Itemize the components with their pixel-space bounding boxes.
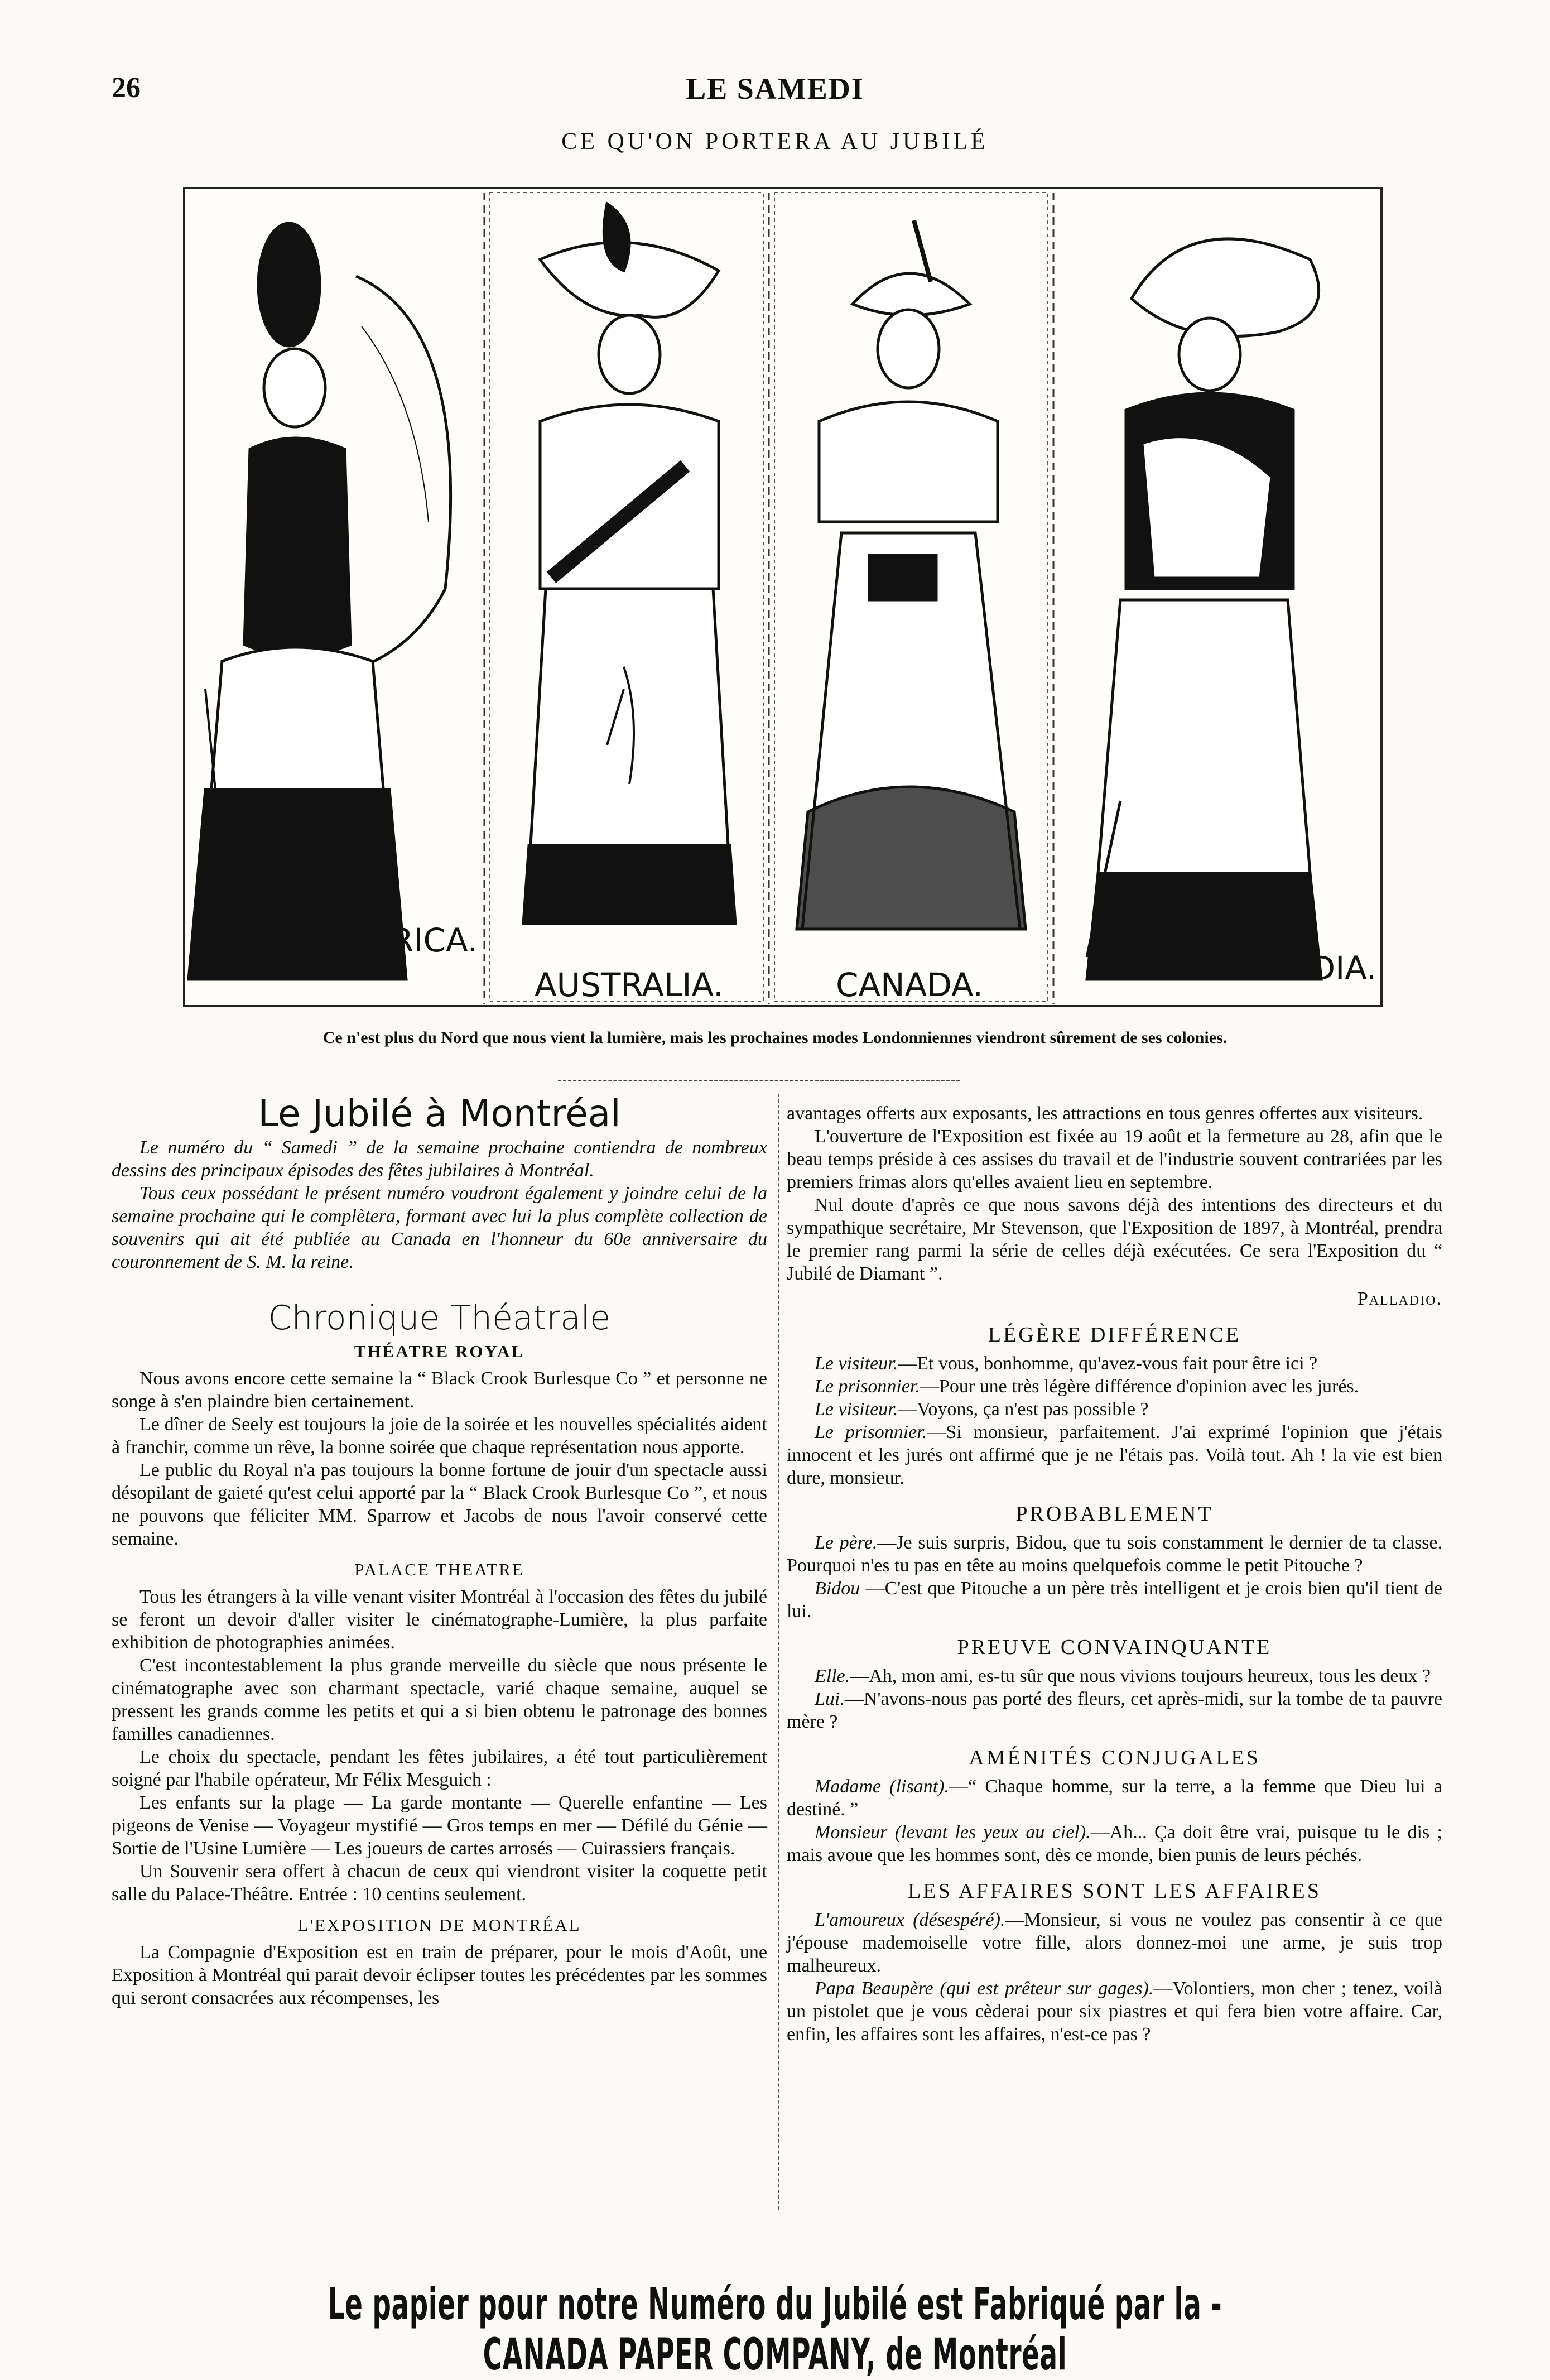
jubile-heading: Le Jubilé à Montréal bbox=[258, 1092, 621, 1135]
palace-paragraph: Tous les étrangers à la ville venant visiter Montréal à l'occasion des fêtes du jubilé se feront un devoir d'aller visiter le cinématographe-Lumière, la plus parfaite exhibition de photographies animées. bbox=[112, 1586, 767, 1653]
left-column bbox=[112, 1092, 767, 2009]
dialog-line: —N'avons-nous pas porté des fleurs, cet après-midi, sur la tombe de ta pauvre mère ? bbox=[787, 1689, 1442, 1732]
right-column bbox=[787, 1102, 1442, 2046]
dialog-line: —C'est que Pitouche a un père très intelligent et je crois bien qu'il tient de lui. bbox=[787, 1578, 1442, 1622]
exposition-continued: avantages offerts aux exposants, les attractions en tous genres offertes aux visiteurs. bbox=[787, 1103, 1423, 1124]
dialog-line: —Voyons, ça n'est pas possible ? bbox=[898, 1399, 1149, 1420]
royal-paragraph: Le dîner de Seely est toujours la joie de la soirée et les nouvelles spécialités aident à franchir, comme un rêve, la bonne soirée que chaque représentation nous apporte. bbox=[112, 1414, 767, 1458]
panel-label-australia: AUSTRALIA. bbox=[535, 966, 724, 1004]
preuve-heading: PREUVE CONVAINQUANTE bbox=[957, 1636, 1272, 1659]
dialog-line: —Je suis surpris, Bidou, que tu sois constamment le dernier de ta classe. Pourquoi n'es tu pas en tête au moins quelquefois comme le petit Pitouche ? bbox=[787, 1532, 1442, 1576]
royal-paragraph: Nous avons encore cette semaine la “ Black Crook Burlesque Co ” et personne ne songe à s'en plaindre bien certainement. bbox=[112, 1368, 767, 1412]
palace-heading: PALACE THEATRE bbox=[354, 1560, 524, 1579]
figure-title: CE QU'ON PORTERA AU JUBILÉ bbox=[561, 129, 989, 155]
speaker: Elle. bbox=[815, 1666, 850, 1686]
exposition-paragraph: La Compagnie d'Exposition est en train de préparer, pour le mois d'Août, une Exposition à Montréal qui parait devoir éclipser toutes les précédentes par les sommes qui seront consacrées aux récompenses, les bbox=[112, 1942, 767, 2008]
page-number: 26 bbox=[112, 72, 141, 104]
speaker: Le père. bbox=[815, 1532, 878, 1553]
dialog-line: —Volontiers, mon cher ; tenez, voilà un pistolet que je vous cèderai pour six piastres et qui fera bien votre affaire. Car, enfin, les affaires sont les affaires, n'est-ce pas ? bbox=[787, 1978, 1442, 2045]
palace-paragraph: Un Souvenir sera offert à chacun de ceux qui viendront visiter la coquette petit salle du Palace-Théâtre. Entrée : 10 centins seulement. bbox=[112, 1861, 767, 1905]
speaker: Madame (lisant). bbox=[815, 1776, 949, 1797]
speaker: Papa Beaupère (qui est prêteur sur gages). bbox=[815, 1978, 1154, 1999]
royal-heading: THÉATRE ROYAL bbox=[354, 1342, 525, 1361]
palace-paragraph: Les enfants sur la plage — La garde montante — Querelle enfantine — Les pigeons de Venise — Voyageur mystifié — Gros temps en mer — Défilé du Génie — Sortie de l'Usine Lumière — Les joueurs de cartes arrosés — Cuirassiers français. bbox=[112, 1792, 767, 1859]
difference-heading: LÉGÈRE DIFFÉRENCE bbox=[988, 1323, 1241, 1347]
dialog-line: —Ah, mon ami, es-tu sûr que nous vivions toujours heureux, tous les deux ? bbox=[850, 1666, 1431, 1686]
footer-advertisement: Le papier pour notre Numéro du Jubilé est Fabriqué par la - CANADA PAPER COMPANY, de Montréal bbox=[328, 2280, 1222, 2380]
dialog-line: —Pour une très légère différence d'opinion avec les jurés. bbox=[920, 1376, 1359, 1397]
dialog-line: —Ah... Ça doit être vrai, puisque tu le dis ; mais avoue que les hommes sont, dès ce monde, bien punis de leurs péchés. bbox=[787, 1822, 1443, 1865]
speaker: L'amoureux (désespéré). bbox=[815, 1910, 1005, 1930]
palace-paragraph: Le choix du spectacle, pendant les fêtes jubilaires, a été tout particulièrement soigné par l'habile opérateur, Mr Félix Mesguich : bbox=[112, 1747, 767, 1790]
amenites-heading: AMÉNITÉS CONJUGALES bbox=[969, 1746, 1260, 1770]
fashion-illustration bbox=[183, 187, 1383, 1007]
speaker: Le visiteur. bbox=[815, 1399, 898, 1420]
panel-label-india: INDIA. bbox=[1277, 949, 1377, 987]
exposition-continued: L'ouverture de l'Exposition est fixée au 19 août et la fermeture au 28, afin que le beau temps préside à ces assises du travail et de l'industrie souvent contrariées par les premiers frimas alors qu'elles avaient lieu en septembre. bbox=[787, 1126, 1442, 1193]
speaker: Le prisonnier. bbox=[815, 1422, 927, 1443]
figure-caption: Ce n'est plus du Nord que nous vient la lumière, mais les prochaines modes Londonniennes viendront sûrement de ses colonies. bbox=[322, 1028, 1228, 1047]
masthead-title: LE SAMEDI bbox=[686, 72, 864, 105]
speaker: Le prisonnier. bbox=[815, 1376, 920, 1397]
dialog-line: —Monsieur, si vous ne voulez pas consentir à ce que j'épouse mademoiselle votre fille, alors donnez-moi une arme, je suis trop malheureux. bbox=[787, 1910, 1443, 1976]
probablement-heading: PROBABLEMENT bbox=[1015, 1502, 1214, 1526]
panel-label-africa: AFRICA. bbox=[350, 921, 478, 959]
palace-paragraph: C'est incontestablement la plus grande merveille du siècle que nous présente le cinématographe avec son charmant spectacle, varié chaque semaine, auquel se pressent les grands comme les petits et qui a si bien obtenu le patronage des bonnes familles canadiennes. bbox=[112, 1655, 767, 1744]
chronique-heading: Chronique Théatrale bbox=[268, 1299, 611, 1338]
royal-paragraph: Le public du Royal n'a pas toujours la bonne fortune de jouir d'un spectacle aussi désopilant de gaieté qu'est celui apporté par la “ Black Crook Burlesque Co ”, et nous ne pouvons que féliciter MM. Sparrow et Jacobs de nous l'avoir conservé cette semaine. bbox=[112, 1460, 767, 1549]
speaker: Bidou bbox=[815, 1578, 860, 1599]
signature: Palladio. bbox=[1357, 1288, 1442, 1309]
dialog-line: —“ Chaque homme, sur la terre, a la femme que Dieu lui a destiné. ” bbox=[787, 1776, 1442, 1820]
jubile-paragraph: Le numéro du “ Samedi ” de la semaine prochaine contiendra de nombreux dessins des principaux épisodes des fêtes jubilaires à Montréal. bbox=[112, 1137, 767, 1181]
exposition-continued: Nul doute d'après ce que nous savons déjà des intentions des directeurs et du sympathique secrétaire, Mr Stevenson, que l'Exposition de 1897, à Montréal, prendra le premier rang parmi la série de celles déjà exécutées. Ce sera l'Exposition du “ Jubilé de Diamant ”. bbox=[787, 1195, 1442, 1284]
speaker: Monsieur (levant les yeux au ciel). bbox=[815, 1822, 1091, 1843]
speaker: Lui. bbox=[815, 1689, 845, 1709]
exposition-heading: L'EXPOSITION DE MONTRÉAL bbox=[297, 1915, 581, 1935]
affaires-heading: LES AFFAIRES SONT LES AFFAIRES bbox=[908, 1879, 1321, 1903]
column-separator-rule bbox=[558, 1080, 960, 1081]
panel-label-canada: CANADA. bbox=[836, 966, 983, 1004]
dialog-line: —Et vous, bonhomme, qu'avez-vous fait pour être ici ? bbox=[898, 1353, 1318, 1374]
jubile-paragraph: Tous ceux possédant le présent numéro voudront également y joindre celui de la semaine prochaine qui le complètera, formant avec lui la plus complète collection de souvenirs qui ait été publiée au Canada en l'honneur du 60e anniversaire du couronnement de S. M. la reine. bbox=[112, 1183, 767, 1272]
speaker: Le visiteur. bbox=[815, 1353, 898, 1374]
column-divider bbox=[778, 1094, 779, 2210]
dialog-line: —Si monsieur, parfaitement. J'ai exprimé l'opinion que j'étais innocent et les jurés ont affirmé que je ne l'étais pas. Voilà tout. Ah ! la vie est bien dure, monsieur. bbox=[787, 1422, 1442, 1488]
